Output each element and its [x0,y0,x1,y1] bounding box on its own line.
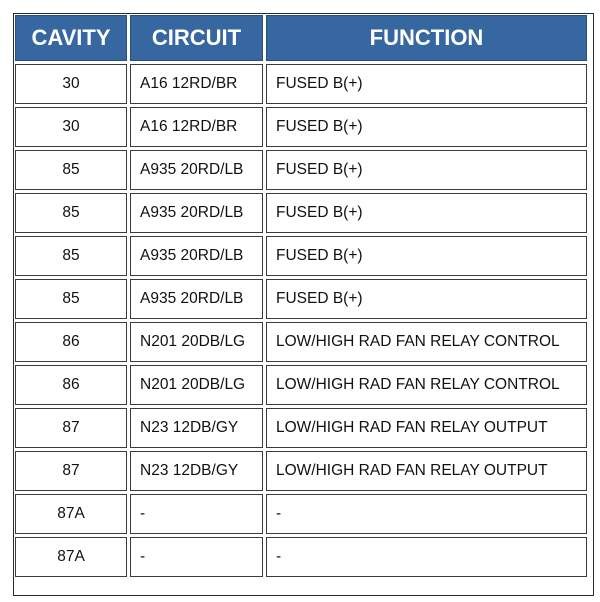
table-row [15,193,587,233]
circuit-cell: - [130,537,263,577]
column-header-function: FUNCTION [266,15,587,61]
function-cell: LOW/HIGH RAD FAN RELAY OUTPUT [266,451,587,491]
circuit-cell: A935 20RD/LB [130,279,263,319]
table-header [15,15,587,61]
function-cell: LOW/HIGH RAD FAN RELAY OUTPUT [266,408,587,448]
function-cell: LOW/HIGH RAD FAN RELAY CONTROL [266,365,587,405]
table-row [15,451,587,491]
function-cell: FUSED B(+) [266,64,587,104]
table-row [15,150,587,190]
cavity-cell: 85 [15,236,127,276]
circuit-cell: - [130,494,263,534]
column-header-cavity: CAVITY [15,15,127,61]
cavity-cell: 30 [15,64,127,104]
circuit-cell: A16 12RD/BR [130,64,263,104]
circuit-cell: N201 20DB/LG [130,365,263,405]
function-cell: FUSED B(+) [266,193,587,233]
table-body [15,64,587,577]
table-row [15,107,587,147]
cavity-cell: 85 [15,150,127,190]
table-row [15,279,587,319]
cavity-cell: 87 [15,451,127,491]
function-cell: FUSED B(+) [266,236,587,276]
table-row [15,322,587,362]
function-cell: - [266,494,587,534]
circuit-cell: A16 12RD/BR [130,107,263,147]
table-row [15,408,587,448]
table-row [15,365,587,405]
cavity-cell: 85 [15,279,127,319]
cavity-cell: 86 [15,365,127,405]
circuit-cell: A935 20RD/LB [130,236,263,276]
circuit-cell: N23 12DB/GY [130,451,263,491]
table-row [15,537,587,577]
cavity-cell: 87A [15,494,127,534]
function-cell: FUSED B(+) [266,107,587,147]
circuit-cell: A935 20RD/LB [130,193,263,233]
cavity-cell: 30 [15,107,127,147]
table-row [15,64,587,104]
cavity-cell: 86 [15,322,127,362]
circuit-cell: N201 20DB/LG [130,322,263,362]
header-row [15,15,587,61]
function-cell: - [266,537,587,577]
cavity-cell: 85 [15,193,127,233]
table-row [15,494,587,534]
table-row [15,236,587,276]
function-cell: FUSED B(+) [266,150,587,190]
circuit-cell: A935 20RD/LB [130,150,263,190]
connector-pinout-table [12,12,590,580]
cavity-cell: 87A [15,537,127,577]
column-header-circuit: CIRCUIT [130,15,263,61]
function-cell: LOW/HIGH RAD FAN RELAY CONTROL [266,322,587,362]
function-cell: FUSED B(+) [266,279,587,319]
circuit-cell: N23 12DB/GY [130,408,263,448]
cavity-cell: 87 [15,408,127,448]
